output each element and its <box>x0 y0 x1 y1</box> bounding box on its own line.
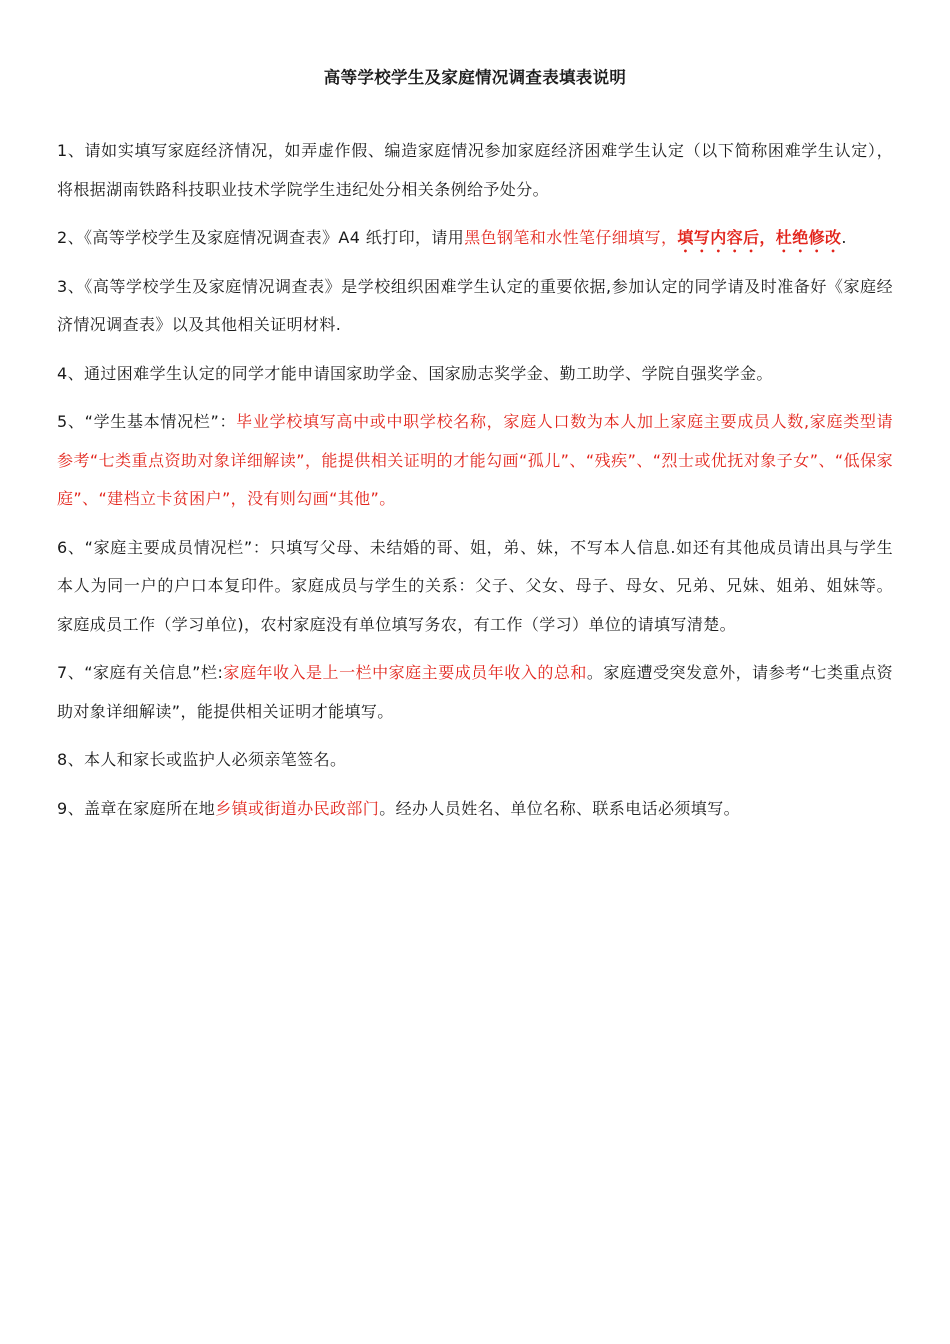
instruction-item-4 <box>57 355 893 394</box>
item-7-text: 7、“家庭有关信息”栏: <box>57 663 224 682</box>
item-5-highlight: 毕业学校填写高中或中职学校名称，家庭人口数为本人加上家庭主要成员人数,家庭类型请参考“七类重点资助对象详细解读”，能提供相关证明的才能勾画“孤儿”、“残疾”、“烈士或优抚对象子女”、“低保家庭”、“建档立卡贫困户”，没有则勾画“其他”。 <box>57 412 893 508</box>
item-5-text: 5、“学生基本情况栏”： <box>57 412 237 431</box>
item-7-highlight: 家庭年收入是上一栏中家庭主要成员年收入的总和 <box>223 663 587 682</box>
instruction-item-9 <box>57 790 893 829</box>
instruction-item-8 <box>57 741 893 780</box>
item-3-text: 3、《高等学校学生及家庭情况调查表》是学校组织困难学生认定的重要依据,参加认定的同学请及时准备好《家庭经济情况调查表》以及其他相关证明材料. <box>57 276 893 334</box>
item-2-end: . <box>841 228 847 247</box>
instruction-item-5 <box>57 403 893 519</box>
item-2-highlight: 黑色钢笔和水性笔仔细填写， <box>464 228 678 247</box>
item-7-end: 。家庭遭受突发意外，请参考“七类重点资助对象详细解读”，能提供相关证明才能填写。 <box>57 663 893 721</box>
instruction-item-1 <box>57 132 893 209</box>
instruction-item-7 <box>57 654 893 731</box>
item-8-text: 8、本人和家长或监护人必须亲笔签名。 <box>57 750 347 769</box>
instruction-item-2 <box>57 219 893 258</box>
item-6-text: 6、“家庭主要成员情况栏”：只填写父母、未结婚的哥、姐，弟、妹，不写本人信息.如还有其他成员请出具与学生本人为同一户的户口本复印件。家庭成员与学生的关系：父子、父女、母子、母女、兄弟、兄妹、姐弟、姐妹等。家庭成员工作（学习单位)，农村家庭没有单位填写务农，有工作（学习）单位的请填写清楚。 <box>57 537 893 634</box>
item-9-text: 9、盖章在家庭所在地 <box>57 798 216 818</box>
item-9-end: 。经办人员姓名、单位名称、联系电话必须填写。 <box>379 798 741 818</box>
item-2-emphasis-dotted: 填写内容后，杜绝修改 <box>677 228 842 247</box>
page-title: 高等学校学生及家庭情况调查表填表说明 <box>323 68 627 87</box>
item-1-text: 1、请如实填写家庭经济情况，如弄虚作假、编造家庭情况参加家庭经济困难学生认定（以下简称困难学生认定），将根据湖南铁路科技职业技术学院学生违纪处分相关条例给予处分。 <box>57 141 893 199</box>
item-2-text: 2、《高等学校学生及家庭情况调查表》A4 纸打印，请用 <box>57 228 465 247</box>
instruction-item-3 <box>57 268 893 345</box>
item-9-highlight: 乡镇或街道办民政部门 <box>215 798 380 818</box>
instruction-item-6 <box>57 529 893 645</box>
item-4-text: 4、通过困难学生认定的同学才能申请国家助学金、国家励志奖学金、勤工助学、学院自强奖学金。 <box>57 363 773 383</box>
